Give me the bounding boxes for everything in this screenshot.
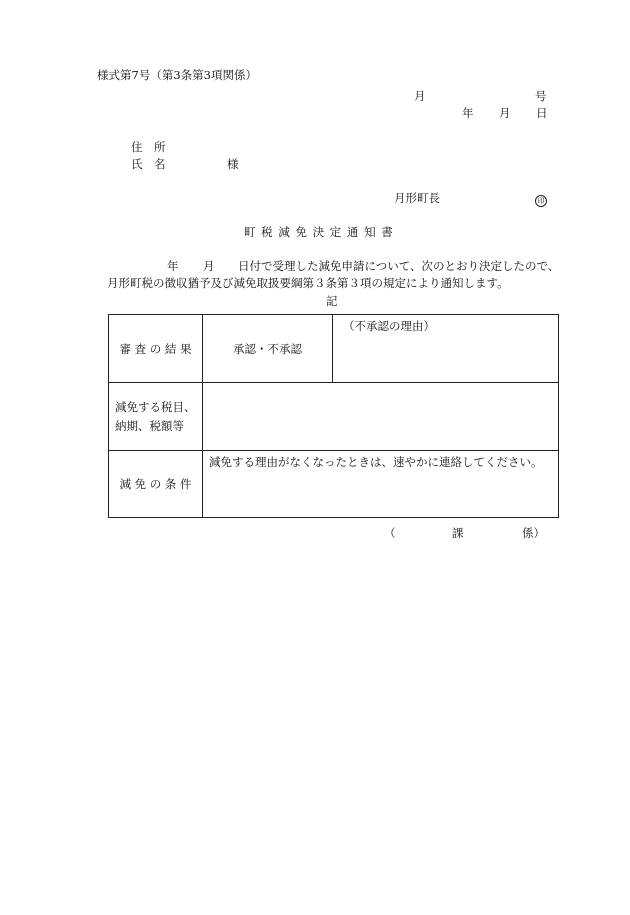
body-line2: 月形町税の徴収猶予及び減免取扱要綱第３条第３項の規定により通知します。 xyxy=(107,276,509,290)
footer-staff: 係） xyxy=(522,526,545,540)
name-label: 氏 名 xyxy=(131,157,166,171)
body-month: 月 xyxy=(203,259,215,273)
seal-icon xyxy=(535,192,547,207)
form-number: 様式第7号（第3条第3項関係） xyxy=(97,68,257,82)
row-tax-items-value xyxy=(203,383,559,451)
table-row-result xyxy=(109,315,559,383)
row-result-value: 承認・不承認 xyxy=(203,315,333,383)
row-tax-items-label xyxy=(109,383,203,451)
date-year: 年 xyxy=(462,106,474,120)
seal-char: 印 xyxy=(535,195,547,207)
honorific: 様 xyxy=(227,157,239,171)
doc-number-label: 号 xyxy=(535,89,547,103)
date-month: 月 xyxy=(499,106,511,120)
doc-number-month: 月 xyxy=(414,89,426,103)
table-row-conditions xyxy=(109,451,559,518)
ki-label: 記 xyxy=(326,294,338,308)
row-tax-items-label-line2: 納期、税額等 xyxy=(115,419,184,433)
row-conditions-value: 減免する理由がなくなったときは、速やかに連絡してください。 xyxy=(203,451,559,518)
body-line1-rest: 日付で受理した減免申請について、次のとおり決定したので、 xyxy=(238,259,560,273)
issuer: 月形町長 xyxy=(394,191,440,205)
document-title: 町 税 減 免 決 定 通 知 書 xyxy=(244,225,394,239)
table-row-tax-items xyxy=(109,383,559,451)
row-tax-items-label-line1: 減免する税目、 xyxy=(115,400,196,414)
row-result-label: 審 査 の 結 果 xyxy=(109,315,203,383)
body-year: 年 xyxy=(167,259,179,273)
decision-table xyxy=(108,314,559,518)
address-label: 住 所 xyxy=(131,140,166,154)
row-result-reason: （不承認の理由） xyxy=(333,315,559,383)
footer-section: 課 xyxy=(452,526,464,540)
date-day: 日 xyxy=(536,106,548,120)
footer-open-paren: （ xyxy=(384,526,396,540)
row-conditions-label: 減 免 の 条 件 xyxy=(109,451,203,518)
